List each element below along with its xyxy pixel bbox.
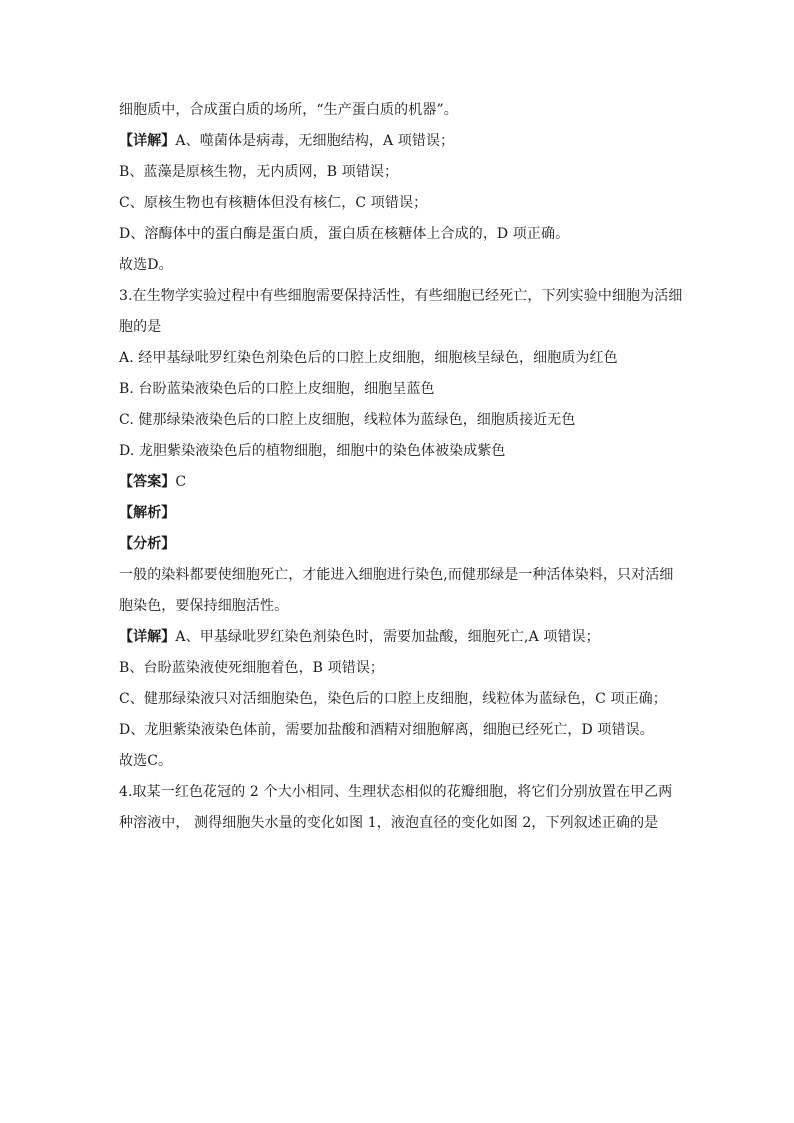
text-line: 故选D。 (119, 257, 173, 273)
question-4-stem: 4.取某一红色花冠的 2 个大小相同、生理状态相似的花瓣细胞，将它们分别放置在甲乙两 (119, 784, 673, 800)
question-3-stem: 3.在生物学实验过程中有些细胞需要保持活性，有些细胞已经死亡，下列实验中细胞为活细 (119, 288, 683, 304)
text-line: 故选C。 (119, 753, 173, 769)
line-content: A、噬菌体是病毒，无细胞结构，A 项错误； (175, 133, 455, 149)
option-b: B. 台盼蓝染液染色后的口腔上皮细胞，细胞呈蓝色 (119, 381, 435, 397)
text-line (119, 627, 679, 647)
text-line: C、原核生物也有核糖体但没有核仁，C 项错误； (119, 195, 428, 211)
text-line (119, 131, 679, 151)
answer-value: C (175, 474, 187, 490)
detail-label: 【详解】 (119, 629, 176, 645)
text-line: 细胞质中，合成蛋白质的场所，“生产蛋白质的机器”。 (119, 102, 458, 118)
text-line: B、台盼蓝染液使死细胞着色，B 项错误； (119, 660, 385, 676)
option-c: C. 健那绿染液染色后的口腔上皮细胞，线粒体为蓝绿色，细胞质接近无色 (119, 412, 576, 428)
answer-label: 【答案】 (119, 474, 176, 490)
text-line: 一般的染料都要使细胞死亡，才能进入细胞进行染色,而健那绿是一种活体染料，只对活细 (119, 567, 674, 583)
question-4-stem-cont: 种溶液中， 测得细胞失水量的变化如图 1，液泡直径的变化如图 2，下列叙述正确的是 (119, 815, 659, 831)
option-a: A. 经甲基绿吡罗红染色剂染色后的口腔上皮细胞，细胞核呈绿色，细胞质为红色 (119, 350, 618, 366)
analysis-heading: 【解析】 (119, 505, 176, 521)
text-line: D、溶酶体中的蛋白酶是蛋白质，蛋白质在核糖体上合成的，D 项正确。 (119, 226, 570, 242)
text-line: 胞染色，要保持细胞活性。 (119, 598, 289, 614)
option-d: D. 龙胆紫染液染色后的植物细胞，细胞中的染色体被染成紫色 (119, 443, 506, 459)
answer-line (119, 472, 679, 492)
text-line: C、健那绿染液只对活细胞染色，染色后的口腔上皮细胞，线粒体为蓝绿色，C 项正确； (119, 691, 667, 707)
question-3-stem-cont: 胞的是 (119, 319, 162, 335)
text-line: D、龙胆紫染液染色体前，需要加盐酸和酒精对细胞解离，细胞已经死亡，D 项错误。 (119, 722, 654, 738)
text-line: B、蓝藻是原核生物，无内质网，B 项错误； (119, 164, 399, 180)
detail-label: 【详解】 (119, 133, 176, 149)
fenxi-heading: 【分析】 (119, 536, 176, 552)
line-content: A、甲基绿吡罗红染色剂染色时，需要加盐酸，细胞死亡,A 项错误； (175, 629, 600, 645)
